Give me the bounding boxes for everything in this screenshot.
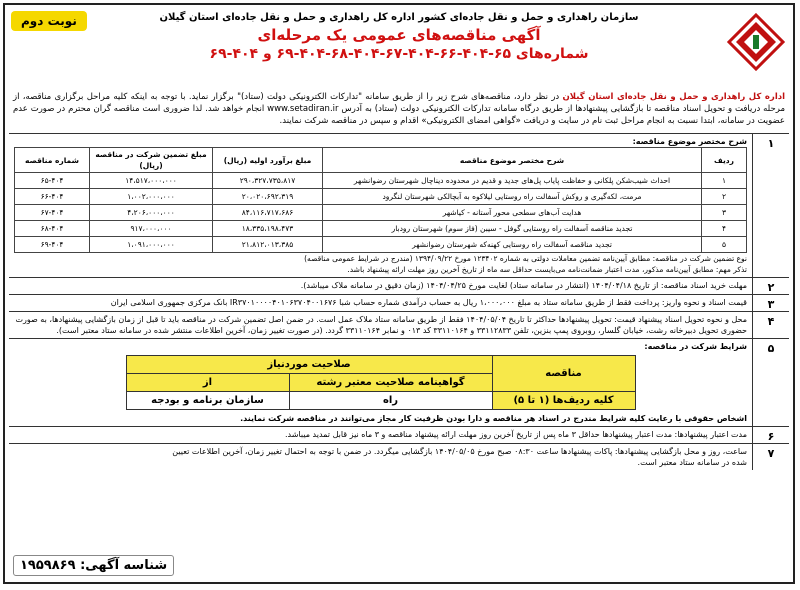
section-6 [9, 426, 789, 443]
table-header-row [15, 148, 747, 173]
sections [9, 133, 789, 582]
col-estimate: مبلغ برآورد اولیه (ریال) [213, 148, 323, 173]
ad-round-badge: نوبت دوم [11, 11, 87, 31]
qualification-table [126, 355, 636, 410]
cell: ۱،۰۰۲،۰۰۰،۰۰۰ [90, 189, 213, 205]
section-body: قیمت اسناد و نحوه واریز: پرداخت فقط از طریق سامانه ستاد به مبلغ ۱،۰۰۰،۰۰۰ ریال به حساب درآمدی شماره حساب شبا IR۳۷۰۱۰۰۰۰۴۰۱۰۶۳۷۰۴۰۰۱۶۷۶ بانک مرکزی جمهوری اسلامی ایران [110, 298, 747, 307]
cell: ۶۶-۴۰۴ [15, 189, 90, 205]
cell: ۶۵-۴۰۴ [15, 173, 90, 189]
section-3 [9, 294, 789, 311]
table-row [15, 205, 747, 221]
cell: ۵ [702, 237, 747, 253]
q-cell-from: سازمان برنامه و بودجه [126, 392, 289, 410]
cell: ۸۴،۱۱۶،۷۱۷،۶۸۶ [213, 205, 323, 221]
cell: ۶۹-۴۰۴ [15, 237, 90, 253]
cell: تجدید مناقصه آسفالت راه روستایی کهنه‌که شهرستان رضوانشهر [323, 237, 702, 253]
cell: ۲۹۰،۳۲۷،۷۳۵،۸۱۷ [213, 173, 323, 189]
q-col-required: صلاحیت موردنیاز [126, 356, 492, 374]
cell: ۱۴،۵۱۷،۰۰۰،۰۰۰ [90, 173, 213, 189]
tender-numbers: شماره‌های ۶۵-۴۰۴-۶۶-۴۰۴-۶۷-۴۰۴-۶۸-۴۰۴-۶۹ و ۴۰۴-۶۹ [209, 46, 589, 62]
section-number: ۶ [752, 427, 789, 443]
table-row [15, 173, 747, 189]
section-number: ۱ [752, 134, 789, 277]
section-4 [9, 311, 789, 338]
section-number: ۲ [752, 278, 789, 294]
guarantee-note: نوع تضمین شرکت در مناقصه: مطابق آیین‌نامه تضمین معاملات دولتی به شماره ۱۲۳۴۰۲ مورخ ۱۳۹۴/۰۹/۲۲ (مندرج در شرایط عمومی مناقصه) [304, 254, 747, 263]
road-organization-logo-icon [727, 13, 785, 71]
section-body [9, 134, 752, 277]
cell: ۲۱،۸۱۲،۰۱۳،۳۸۵ [213, 237, 323, 253]
q-col-from: از [126, 374, 289, 392]
section-heading: شرایط شرکت در مناقصه: [644, 342, 747, 351]
col-row: ردیف [702, 148, 747, 173]
page-title: آگهی مناقصه‌های عمومی یک مرحله‌ای [257, 26, 541, 44]
section-body: محل و نحوه تحویل اسناد پیشنهاد قیمت: تحویل پیشنهادها حداکثر تا تاریخ ۱۴۰۴/۰۵/۰۴ فقط از طریق سامانه ستاد ملاک عمل است. در ضمن اصل تضمین شرکت در مناقصه باید تا قبل از زمان بازگشایی پیشنهادها، به صورت حضوری تحویل دبیرخانه رشت، خیابان گلسار، روبروی پمپ بنزین، تلفن ۳۳۱۱۲۸۳۳ و ۳۳۱۱۰۱۶۴ کد ۰۱۳ و نمابر ۳۳۱۱۰۱۶۴ گردد. (در صورت تغییر زمان، آخرین اطلاعات منتشر شده در سامانه ستاد معتبر است). [15, 315, 747, 335]
section-note: اشخاص حقوقی با رعایت کلیه شرایط مندرج در اسناد هر مناقصه و دارا بودن ظرفیت کار مجاز می‌توانند در مناقصه شرکت نمایند. [240, 414, 747, 423]
cell: ۶۸-۴۰۴ [15, 221, 90, 237]
col-guarantee: مبلغ تضمین شرکت در مناقصه (ریال) [90, 148, 213, 173]
q-col-tender: مناقصه [492, 356, 635, 392]
q-cell-tender: کلیه ردیف‌ها (۱ تا ۵) [492, 392, 635, 410]
table-row [15, 237, 747, 253]
cell: احداث شیب‌شکن پلکانی و حفاظت پایاب پل‌های جدید و قدیم در محدوده دیناچال شهرستان رضوانشهر [323, 173, 702, 189]
cell: تجدید مناقصه آسفالت راه روستایی گوفل - سیبن (فاز سوم) شهرستان رودبار [323, 221, 702, 237]
cell: ۴،۲۰۶،۰۰۰،۰۰۰ [90, 205, 213, 221]
cell: ۱۸،۳۳۵،۱۹۸،۴۷۳ [213, 221, 323, 237]
table-row [15, 189, 747, 205]
cell: ۳ [702, 205, 747, 221]
section-body: مدت اعتبار پیشنهادها: مدت اعتبار پیشنهادها حداقل ۳ ماه پس از تاریخ آخرین روز مهلت ارائه پیشنهاد مناقصه و ۳ ماه نیز قابل تمدید میباشد. [285, 430, 747, 439]
section-body [9, 339, 752, 426]
section-body: مهلت خرید اسناد مناقصه: از تاریخ ۱۴۰۴/۰۴/۱۸ (انتشار در سامانه ستاد) لغایت مورخ ۱۴۰۴/۰۴/۲۵ (زمان دقیق در سامانه ملاک میباشد). [300, 281, 747, 290]
header [5, 5, 793, 91]
section-number: ۴ [752, 312, 789, 338]
cell: هدایت آب‌های سطحی محور آستانه - کیاشهر [323, 205, 702, 221]
q-cell-cert: راه [289, 392, 492, 410]
section-heading: شرح مختصر موضوع مناقصه: [632, 137, 747, 146]
section-7 [9, 443, 789, 470]
intro-highlight: اداره کل راهداری و حمل و نقل جاده‌ای استان گیلان [562, 92, 786, 102]
col-subject: شرح مختصر موضوع مناقصه [323, 148, 702, 173]
ad-id-label: شناسه آگهی: ۱۹۵۹۸۶۹ [13, 555, 174, 576]
important-note: تذکر مهم: مطابق آیین‌نامه مذکور، مدت اعتبار ضمانت‌نامه می‌بایست حداقل سه ماه از تاریخ آخرین روز مهلت ارائه پیشنهاد باشد. [347, 265, 747, 274]
table-row [15, 221, 747, 237]
section-5 [9, 338, 789, 426]
cell: ۱،۰۹۱،۰۰۰،۰۰۰ [90, 237, 213, 253]
section-number: ۵ [752, 339, 789, 426]
section-1 [9, 133, 789, 277]
cell: ۹۱۷،۰۰۰،۰۰۰ [90, 221, 213, 237]
cell: ۲ [702, 189, 747, 205]
section-body: ساعت، روز و محل بازگشایی پیشنهادها: پاکات پیشنهادها ساعت ۰۸:۳۰ صبح مورخ ۱۴۰۴/۰۵/۰۵ بازگشایی میگردد. در ضمن با توجه به احتمال تغییر زمان، آخرین اطلاعات تعیین شده در سامانه ستاد معتبر است. [172, 447, 747, 467]
intro-paragraph [5, 91, 793, 127]
tender-table [14, 147, 747, 253]
cell: ۲۰،۰۲۰،۶۹۲،۳۱۹ [213, 189, 323, 205]
cell: ۴ [702, 221, 747, 237]
section-number: ۷ [752, 444, 789, 470]
cell: ۶۷-۴۰۴ [15, 205, 90, 221]
intro-text: در نظر دارد، مناقصه‌های شرح زیر را از طریق سامانه "تدارکات الکترونیکی دولت (ستاد)" برگزار نماید. با توجه به اینکه کلیه مراحل برگزاری مناقصه، از مرحله دریافت و تحویل اسناد مناقصه تا بازگشایی پیشنهادها از طریق درگاه سامانه تدارکات الکترونیکی دولت (ستاد) به آدرس www.setadiran.ir انجام خواهد شد. لذا ضروری است مناقصه گران محترم در صورت عدم عضویت در سامانه، ابتدا نسبت به انجام مراحل ثبت نام در سایت و دریافت «گواهی امضای الکترونیکی» اقدام و سپس در مناقصه شرکت نمایند. [13, 92, 785, 126]
cell: مرمت، لکه‌گیری و روکش آسفالت راه روستایی لیلاکوه به آبچالکی شهرستان لنگرود [323, 189, 702, 205]
advertisement-page [3, 3, 795, 584]
col-tender-no: شماره مناقصه [15, 148, 90, 173]
cell: ۱ [702, 173, 747, 189]
section-number: ۳ [752, 295, 789, 311]
q-col-cert: گواهینامه صلاحیت معتبر رشته [289, 374, 492, 392]
organization-line: سازمان راهداری و حمل و نقل جاده‌ای کشور اداره کل راهداری و حمل و نقل جاده‌ای استان گیلان [159, 12, 639, 23]
section-2 [9, 277, 789, 294]
